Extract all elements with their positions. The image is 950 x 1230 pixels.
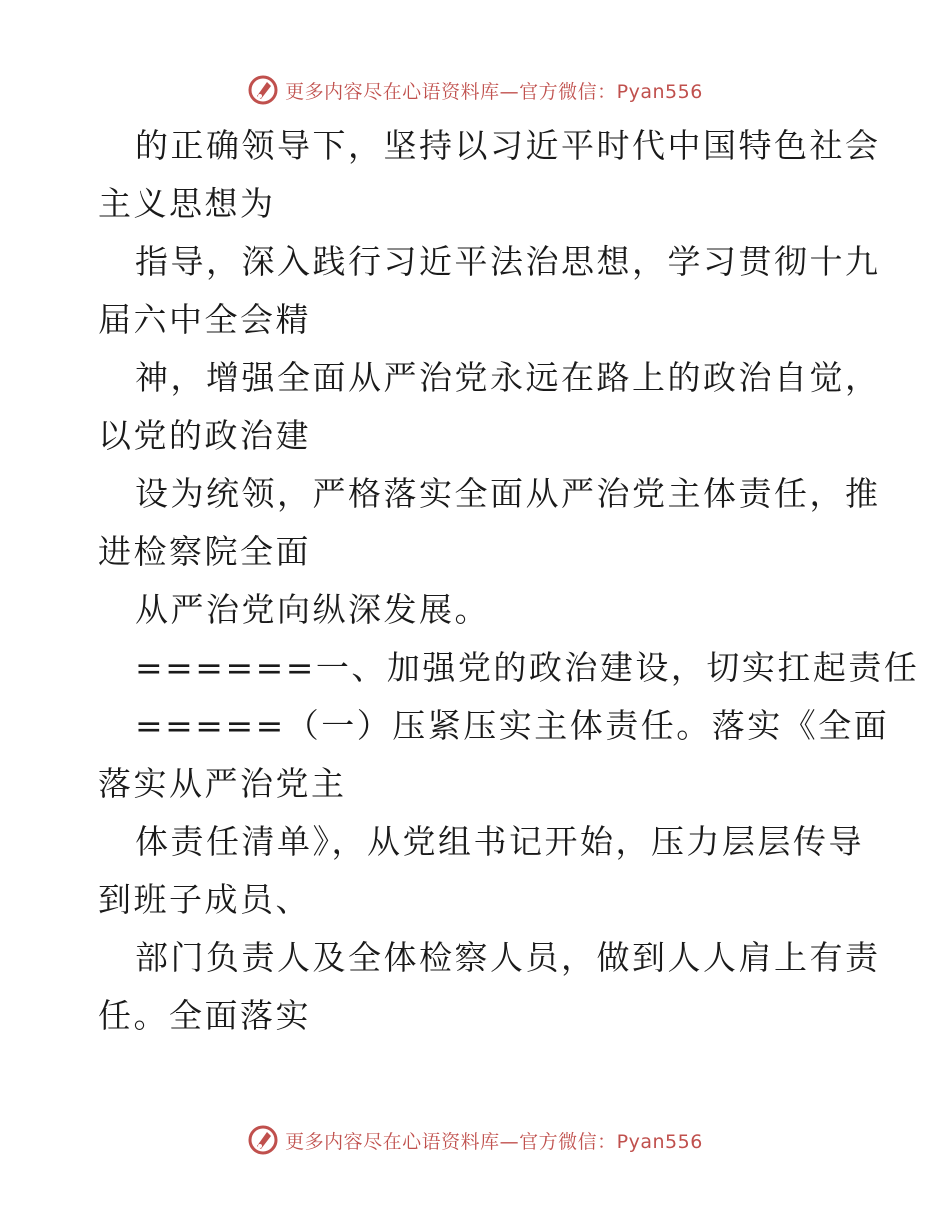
header-banner bbox=[0, 70, 950, 110]
body-line: 届六中全会精 bbox=[98, 300, 311, 339]
footer-banner bbox=[0, 1120, 950, 1160]
pen-nib-icon bbox=[247, 74, 279, 106]
header-banner-text: 更多内容尽在心语资料库—官方微信：Pyan556 bbox=[285, 80, 703, 103]
body-line: 到班子成员、 bbox=[98, 880, 311, 919]
body-line: 体责任清单》，从党组书记开始，压力层层传导 bbox=[135, 822, 864, 861]
footer-banner-text: 更多内容尽在心语资料库—官方微信：Pyan556 bbox=[285, 1130, 703, 1153]
body-line: 进检察院全面 bbox=[98, 532, 311, 571]
body-line: 的正确领导下，坚持以习近平时代中国特色社会 bbox=[135, 126, 881, 165]
body-line: 落实从严治党主 bbox=[98, 764, 347, 803]
body-line: 神，增强全面从严治党永远在路上的政治自觉， bbox=[135, 358, 881, 397]
body-line: 以党的政治建 bbox=[98, 416, 311, 455]
body-line: 部门负责人及全体检察人员，做到人人肩上有责 bbox=[135, 938, 881, 977]
section-heading: ======一、加强党的政治建设，切实扛起责任 bbox=[135, 648, 920, 687]
body-line: 指导，深入践行习近平法治思想，学习贯彻十九 bbox=[135, 242, 881, 281]
subsection-heading: =====（一）压紧压实主体责任。落实《全面 bbox=[135, 706, 890, 745]
body-line: 主义思想为 bbox=[98, 184, 276, 223]
body-line: 任。全面落实 bbox=[98, 996, 311, 1035]
body-line: 设为统领，严格落实全面从严治党主体责任，推 bbox=[135, 474, 881, 513]
body-line: 从严治党向纵深发展。 bbox=[135, 590, 490, 629]
pen-nib-icon bbox=[247, 1124, 279, 1156]
